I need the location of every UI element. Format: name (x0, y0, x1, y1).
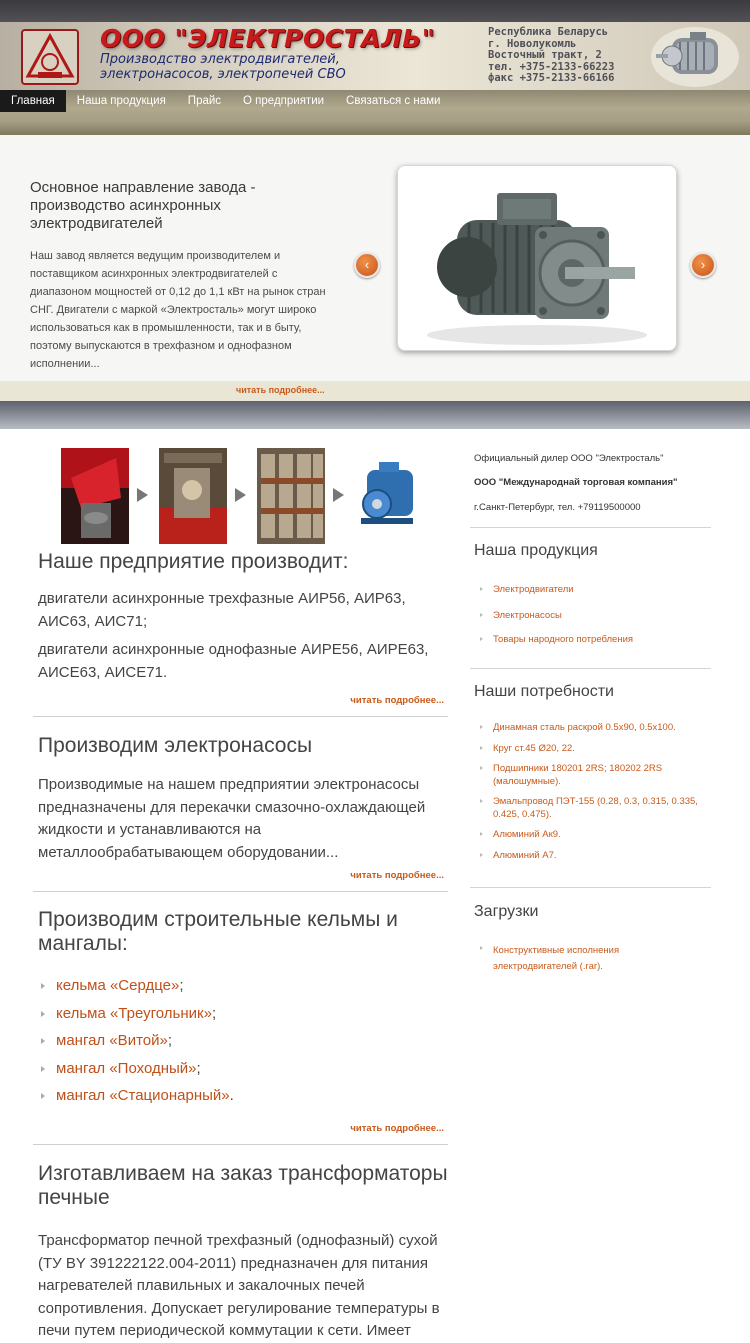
section-paragraph: Производимые на нашем предприятии электронасосы предназначены для перекачки смазочно-охлаждающей жидкости и устанавливаются на металлообрабатывающем оборудовании... (38, 776, 426, 861)
section-paragraph: двигатели асинхронные трехфазные АИР56, АИР63, АИС63, АИС71; (38, 590, 406, 630)
need-item[interactable]: Алюминий А7. (470, 850, 712, 863)
downloads-list (470, 943, 670, 975)
tagline: Производство электродвигателей, электронасосов, электропечей СВО (100, 52, 346, 82)
section-title: Производим электронасосы (38, 734, 313, 757)
contact-country: Республика Беларусь (488, 26, 609, 38)
download-item[interactable]: Конструктивные исполнения электродвигателей (.rar). (470, 943, 670, 975)
section-production (33, 550, 448, 684)
section-divider (33, 1144, 448, 1145)
nav-item-products[interactable]: Наша продукция (76, 95, 166, 107)
list-item[interactable]: мангал «Стационарный». (33, 1086, 448, 1114)
sidebar-item-pumps[interactable]: Электронасосы (470, 610, 712, 623)
slide-text: Наш завод является ведущим производителем и поставщиком асинхронных электродвигателей с диапазоном мощностей от 0,12 до 1,1 кВт на рынок стран СНГ. Двигатели с маркой «Электросталь» могут широко использоваться как в промышленности, так и в быту, поэтому выпускаются в трехфазном и однофазном исполнении... (30, 250, 326, 370)
dealer-line: Официальный дилер ООО "Электросталь" (474, 453, 664, 464)
top-bar (0, 0, 750, 22)
process-arrow-icon (235, 488, 246, 502)
sidebar-divider (470, 527, 711, 528)
section-title: Производим строительные кельмы и мангалы: (38, 908, 398, 955)
brand-name: ООО "ЭЛЕКТРОСТАЛЬ" (100, 24, 436, 53)
read-more-link[interactable]: читать подробнее... (350, 1123, 444, 1134)
nav-item-contact[interactable]: Связаться с нами (346, 95, 441, 107)
slide-image-frame (397, 165, 677, 351)
list-item[interactable]: кельма «Треугольник»; (33, 1004, 448, 1032)
rotor-parts-photo[interactable] (257, 448, 325, 544)
molten-metal-photo[interactable] (61, 448, 129, 544)
list-item[interactable]: мангал «Походный»; (33, 1059, 448, 1087)
read-more-link[interactable]: читать подробнее... (350, 870, 444, 881)
need-item[interactable]: Круг ст.45 Ø20, 22. (470, 743, 712, 756)
header-motor-image (650, 26, 740, 88)
slider-read-more-strip (0, 381, 750, 401)
divider-band (0, 401, 750, 429)
company-logo[interactable] (20, 28, 80, 86)
trowel-list (33, 976, 448, 1114)
section-title: Изготавливаем на заказ трансформаторы печные (38, 1162, 448, 1209)
contact-phone: тел. +375-2133-66223 (488, 60, 615, 73)
process-arrow-icon (333, 488, 344, 502)
section-pumps (33, 734, 448, 864)
machining-photo[interactable] (159, 448, 227, 544)
nav-item-about[interactable]: О предприятии (243, 95, 325, 107)
dealer-contact: г.Санкт-Петербург, тел. +79119500000 (474, 502, 641, 513)
list-item[interactable]: кельма «Сердце»; (33, 976, 448, 1004)
contact-block (488, 27, 614, 85)
sidebar-item-consumer-goods[interactable]: Товары народного потребления (470, 634, 712, 647)
needs-list (470, 722, 712, 862)
arrow-left-icon[interactable]: ‹ (354, 252, 380, 278)
blue-motor-photo[interactable] (355, 448, 423, 544)
read-more-link[interactable]: читать подробнее... (350, 695, 444, 706)
section-divider (33, 716, 448, 717)
contact-city: г. Новолукомль (488, 37, 577, 50)
need-item[interactable]: Алюминий Ак9. (470, 829, 712, 842)
section-title: Наше предприятие производит: (38, 550, 349, 573)
site-header (0, 22, 750, 90)
section-trowels (33, 908, 448, 1114)
process-thumbnails (61, 448, 441, 546)
contact-fax: факс +375-2133-66166 (488, 72, 615, 84)
slide-title: Основное направление завода - производство асинхронных электродвигателей (30, 179, 256, 232)
arrow-right-icon[interactable]: › (690, 252, 716, 278)
section-transformers (33, 1162, 448, 1343)
electric-motor-photo (397, 165, 677, 351)
sidebar-divider (470, 887, 711, 888)
sidebar-item-motors[interactable]: Электродвигатели (470, 584, 712, 597)
products-title: Наша продукция (474, 542, 598, 559)
nav-item-home[interactable]: Главная (0, 90, 66, 112)
need-item[interactable]: Подшипники 180201 2RS; 180202 2RS (малошумные). (470, 763, 712, 788)
list-item[interactable]: мангал «Витой»; (33, 1031, 448, 1059)
downloads-title: Загрузки (474, 903, 539, 920)
dealer-company: ООО "Международнай торговая компания" (474, 477, 678, 488)
section-divider (33, 891, 448, 892)
need-item[interactable]: Динамная сталь раскрой 0.5х90, 0.5х100. (470, 722, 712, 735)
slider-read-more-link[interactable]: читать подробнее... (236, 385, 325, 395)
hero-slider (0, 135, 750, 401)
products-list (470, 584, 712, 647)
need-item[interactable]: Эмальпровод ПЭТ-155 (0.28, 0.3, 0.315, 0.335, 0.425, 0.475). (470, 796, 712, 821)
section-paragraph: Трансформатор печной трехфазный (однофазный) сухой (ТУ BY 391222122.004-2011) предназначен для питания нагревателей плавильных и закалочных печей сопротивления. Допускает регулирование температуры в печи путем периодической коммутации к сети. Имеет (38, 1232, 440, 1339)
section-paragraph: двигатели асинхронные однофазные АИРЕ56, АИРЕ63, АИСЕ63, АИСЕ71. (38, 641, 429, 681)
nav-item-price[interactable]: Прайс (187, 95, 222, 107)
sidebar-divider (470, 668, 711, 669)
needs-title: Наши потребности (474, 683, 614, 700)
main-navigation (0, 90, 750, 135)
process-arrow-icon (137, 488, 148, 502)
contact-street: Восточный тракт, 2 (488, 49, 602, 61)
